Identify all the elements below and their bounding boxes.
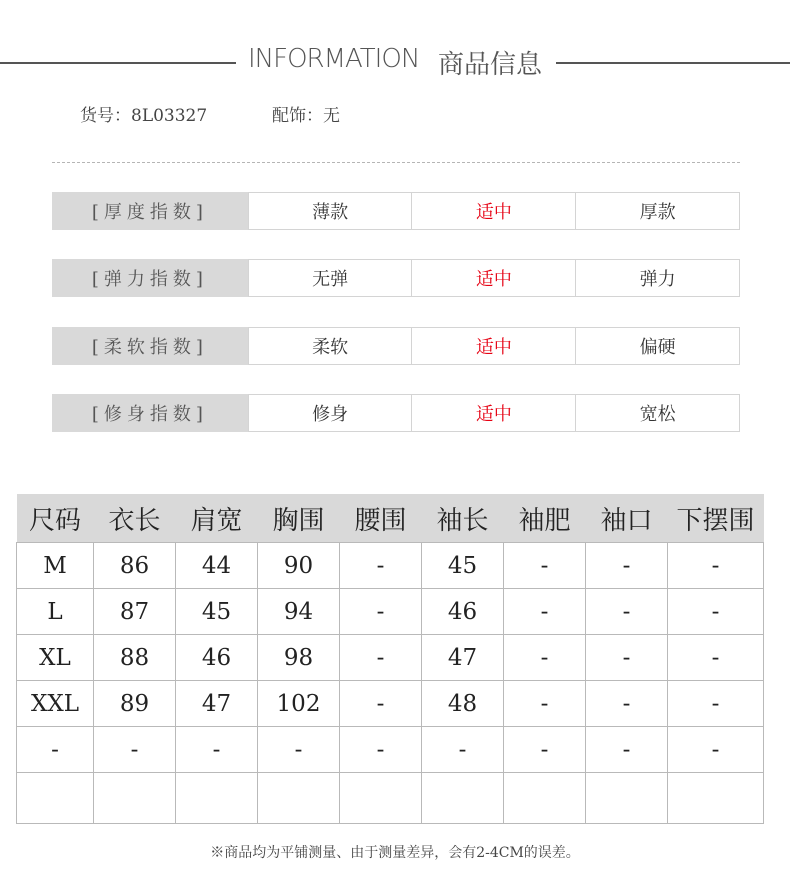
table-cell: 45 (176, 589, 258, 635)
table-cell: - (504, 543, 586, 589)
table-cell: XXL (17, 681, 94, 727)
table-cell (586, 773, 668, 824)
table-cell (17, 773, 94, 824)
table-row (17, 543, 764, 589)
table-cell: - (340, 727, 422, 773)
table-cell: L (17, 589, 94, 635)
table-cell: - (340, 589, 422, 635)
table-cell: 46 (176, 635, 258, 681)
table-cell (668, 773, 764, 824)
index-label: [修身指数] (52, 394, 248, 432)
index-option-selected: 适中 (411, 259, 576, 297)
table-cell: 102 (258, 681, 340, 727)
table-cell: - (668, 681, 764, 727)
column-header: 腰围 (340, 494, 422, 543)
index-label: [弹力指数] (52, 259, 248, 297)
table-cell: 45 (422, 543, 504, 589)
size-table (16, 494, 764, 824)
column-header: 袖口 (586, 494, 668, 543)
index-option: 弹力 (575, 259, 740, 297)
size-table-header (17, 494, 764, 543)
index-option-selected: 适中 (411, 327, 576, 365)
header-title-en: INFORMATION (248, 44, 420, 74)
table-cell: - (504, 681, 586, 727)
table-cell: 88 (94, 635, 176, 681)
table-cell: 46 (422, 589, 504, 635)
table-cell: - (504, 727, 586, 773)
table-cell: - (422, 727, 504, 773)
table-cell: 47 (422, 635, 504, 681)
table-cell: - (504, 589, 586, 635)
table-row (17, 773, 764, 824)
table-cell: - (340, 543, 422, 589)
table-cell: 47 (176, 681, 258, 727)
table-cell: - (668, 727, 764, 773)
table-cell: XL (17, 635, 94, 681)
column-header: 肩宽 (176, 494, 258, 543)
column-header: 衣长 (94, 494, 176, 543)
column-header: 胸围 (258, 494, 340, 543)
table-cell: - (94, 727, 176, 773)
table-cell: 98 (258, 635, 340, 681)
column-header: 袖肥 (504, 494, 586, 543)
column-header: 下摆围 (668, 494, 764, 543)
table-cell (176, 773, 258, 824)
table-cell: 48 (422, 681, 504, 727)
index-option: 偏硬 (575, 327, 740, 365)
index-option: 柔软 (248, 327, 413, 365)
table-cell: 44 (176, 543, 258, 589)
footnote: ※商品均为平铺测量、由于测量差异，会有2-4CM的误差。 (210, 845, 580, 861)
item-number: 货号：8L03327 (80, 106, 208, 126)
table-cell: - (258, 727, 340, 773)
table-cell: - (586, 681, 668, 727)
header-line-left (0, 62, 236, 64)
table-cell (504, 773, 586, 824)
table-cell: - (586, 543, 668, 589)
index-option: 厚款 (575, 192, 740, 230)
column-header: 袖长 (422, 494, 504, 543)
header-title-cn: 商品信息 (438, 50, 543, 80)
table-cell: - (586, 635, 668, 681)
index-option: 薄款 (248, 192, 413, 230)
table-cell: - (504, 635, 586, 681)
index-label: [厚度指数] (52, 192, 248, 230)
table-cell: - (586, 727, 668, 773)
table-row (17, 727, 764, 773)
table-cell: - (668, 543, 764, 589)
table-cell: 89 (94, 681, 176, 727)
table-cell: - (586, 589, 668, 635)
index-row (52, 394, 740, 432)
table-cell: - (340, 681, 422, 727)
table-cell (258, 773, 340, 824)
table-cell: - (340, 635, 422, 681)
index-row (52, 259, 740, 297)
index-option: 宽松 (575, 394, 740, 432)
index-option-selected: 适中 (411, 192, 576, 230)
index-option: 无弹 (248, 259, 413, 297)
table-cell: 94 (258, 589, 340, 635)
table-cell: M (17, 543, 94, 589)
header-line-right (556, 62, 790, 64)
index-option: 修身 (248, 394, 413, 432)
table-cell: 90 (258, 543, 340, 589)
dashed-divider (52, 162, 740, 163)
accessory-info: 配饰：无 (272, 106, 340, 126)
index-row (52, 327, 740, 365)
table-row (17, 681, 764, 727)
table-cell: - (668, 589, 764, 635)
table-cell (340, 773, 422, 824)
table-cell: 86 (94, 543, 176, 589)
table-row (17, 635, 764, 681)
index-label: [柔软指数] (52, 327, 248, 365)
table-cell: - (176, 727, 258, 773)
column-header: 尺码 (17, 494, 94, 543)
index-option-selected: 适中 (411, 394, 576, 432)
table-cell: - (668, 635, 764, 681)
table-cell: 87 (94, 589, 176, 635)
table-row (17, 589, 764, 635)
index-row (52, 192, 740, 230)
table-cell: - (17, 727, 94, 773)
table-cell (94, 773, 176, 824)
table-cell (422, 773, 504, 824)
